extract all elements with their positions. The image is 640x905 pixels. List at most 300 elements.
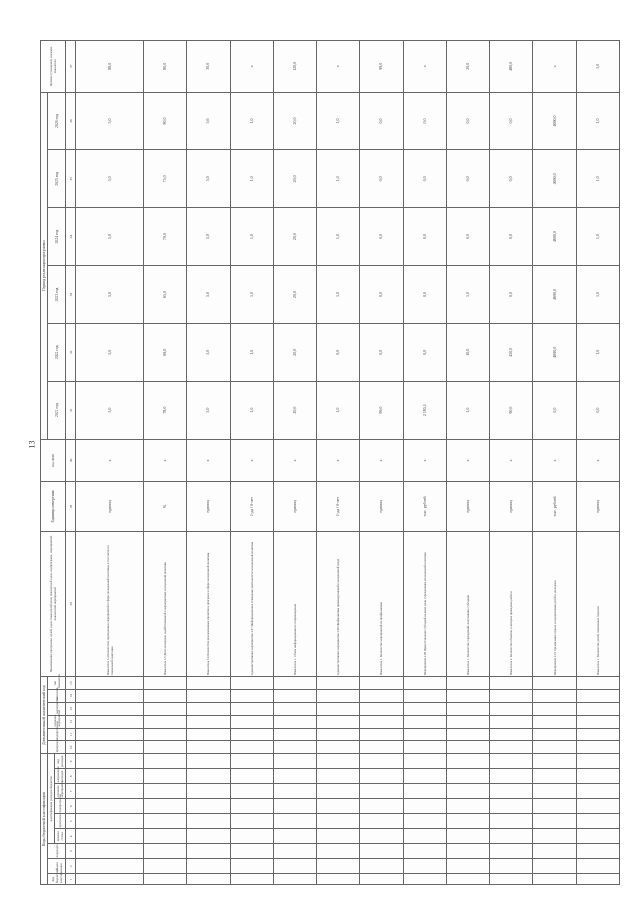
code-cell xyxy=(490,859,533,874)
row-year-value: 75,0 xyxy=(144,150,187,208)
header-year-2026: 2026 год xyxy=(48,92,66,150)
code-cell xyxy=(360,754,403,769)
page-number: 13 xyxy=(27,440,37,449)
code-cell xyxy=(490,677,533,690)
code-cell xyxy=(490,829,533,844)
code-cell xyxy=(576,754,619,769)
code-cell xyxy=(317,741,360,754)
table-row xyxy=(576,41,619,885)
code-cell xyxy=(576,814,619,829)
code-cell xyxy=(317,859,360,874)
code-cell xyxy=(273,859,316,874)
code-cell xyxy=(317,799,360,814)
column-number: 34 xyxy=(66,208,76,266)
code-cell xyxy=(576,702,619,715)
code-cell xyxy=(360,715,403,728)
header-col-8: направление расходов xyxy=(56,766,64,783)
code-cell xyxy=(144,741,187,754)
row-year-value: 0,0 xyxy=(403,208,446,266)
row-year-value: 1,0 xyxy=(446,266,489,324)
code-cell xyxy=(490,690,533,703)
code-cell xyxy=(144,702,187,715)
row-name: Показатель 3.5 Доля молодежи, задействованной в мероприятиях молодежной политики xyxy=(144,531,187,677)
code-cell xyxy=(446,690,489,703)
row-unit: 1-да / 0-нет xyxy=(317,482,360,531)
column-number: 12 xyxy=(66,715,76,728)
header-name: Наименование программы, целей, задач, показателей цели, показателей задач, подпрограмм, мероприятий, показателей мероприятий xyxy=(41,531,66,677)
code-cell xyxy=(187,702,230,715)
column-number: 30 xyxy=(66,439,76,482)
code-cell xyxy=(360,874,403,885)
code-cell xyxy=(490,874,533,885)
code-cell xyxy=(403,874,446,885)
code-cell xyxy=(446,874,489,885)
code-cell xyxy=(576,829,619,844)
column-number: 36 xyxy=(66,92,76,150)
code-cell xyxy=(446,754,489,769)
code-cell xyxy=(144,769,187,784)
header-col-a3: основное мероприятие xyxy=(48,715,66,728)
code-cell xyxy=(317,784,360,799)
code-cell xyxy=(76,728,144,741)
row-kbk: х xyxy=(76,439,144,482)
header-col-a6: тип показателя xyxy=(48,677,66,690)
header-col-5: программа xyxy=(55,814,66,829)
code-cell xyxy=(533,728,576,741)
code-cell xyxy=(187,728,230,741)
code-cell xyxy=(144,728,187,741)
code-cell xyxy=(273,741,316,754)
code-cell xyxy=(446,702,489,715)
row-year-value: 78,0 xyxy=(144,381,187,439)
code-cell xyxy=(273,874,316,885)
row-year-value: 1,0 xyxy=(317,92,360,150)
code-cell xyxy=(317,690,360,703)
code-cell xyxy=(230,784,273,799)
code-cell xyxy=(187,859,230,874)
table-row xyxy=(187,41,230,885)
code-cell xyxy=(576,844,619,859)
code-cell xyxy=(187,874,230,885)
row-year-value: 0,0 xyxy=(446,150,489,208)
code-cell xyxy=(230,702,273,715)
row-year-value: 0,0 xyxy=(360,208,403,266)
code-cell xyxy=(360,741,403,754)
column-number: 37 xyxy=(66,41,76,93)
code-cell xyxy=(230,829,273,844)
code-cell xyxy=(576,799,619,814)
row-year-value: 99,0 xyxy=(360,381,403,439)
row-kbk: х xyxy=(187,439,230,482)
row-unit: единиц xyxy=(187,482,230,531)
header-year-2021: 2021 год xyxy=(48,381,66,439)
code-cell xyxy=(533,769,576,784)
code-cell xyxy=(533,829,576,844)
header-col-a4: мероприятие xyxy=(48,702,66,715)
table-row xyxy=(360,41,403,885)
code-cell xyxy=(273,844,316,859)
code-cell xyxy=(360,690,403,703)
column-number: 2 xyxy=(66,859,76,874)
code-cell xyxy=(317,728,360,741)
code-cell xyxy=(576,728,619,741)
code-cell xyxy=(360,844,403,859)
code-cell xyxy=(403,814,446,829)
row-year-value: 5,0 xyxy=(76,208,144,266)
row-total: х xyxy=(317,41,360,93)
code-cell xyxy=(187,677,230,690)
row-year-value: 10,0 xyxy=(446,323,489,381)
row-unit: единиц xyxy=(360,482,403,531)
row-unit: тыс. рублей xyxy=(533,482,576,531)
code-cell xyxy=(273,769,316,784)
code-cell xyxy=(403,690,446,703)
row-name: Административное мероприятие 2.08 Профилактика правонарушений в молодежной среде xyxy=(317,531,360,677)
row-year-value: 20,0 xyxy=(273,150,316,208)
code-cell xyxy=(446,844,489,859)
row-year-value: 5,6 xyxy=(187,92,230,150)
code-cell xyxy=(533,874,576,885)
header-expense-classification: классификации расходов бюджетов xyxy=(48,754,55,844)
code-cell xyxy=(144,784,187,799)
code-cell xyxy=(76,769,144,784)
row-year-value: 4690,0 xyxy=(533,266,576,324)
row-kbk: х xyxy=(533,439,576,482)
row-kbk: х xyxy=(490,439,533,482)
code-cell xyxy=(490,715,533,728)
header-analytic-code: Дополнительный аналитический код xyxy=(41,677,48,754)
code-cell xyxy=(490,702,533,715)
code-cell xyxy=(446,829,489,844)
code-cell xyxy=(317,814,360,829)
code-cell xyxy=(446,741,489,754)
code-cell xyxy=(403,769,446,784)
code-cell xyxy=(446,814,489,829)
header-budget-codes: Коды бюджетной классификации xyxy=(41,754,48,885)
row-year-value: 69,0 xyxy=(144,323,187,381)
code-cell xyxy=(76,754,144,769)
code-cell xyxy=(230,690,273,703)
row-year-value: 4690,0 xyxy=(533,323,576,381)
row-year-value: 4690,0 xyxy=(533,208,576,266)
code-cell xyxy=(187,769,230,784)
code-cell xyxy=(76,814,144,829)
code-cell xyxy=(317,769,360,784)
header-col-7: основное мероприятие xyxy=(56,780,64,798)
code-cell xyxy=(317,829,360,844)
code-cell xyxy=(360,728,403,741)
row-total: 5,0 xyxy=(576,41,619,93)
column-number: 31 xyxy=(66,381,76,439)
column-number: 32 xyxy=(66,323,76,381)
row-year-value: 20,0 xyxy=(273,381,316,439)
code-cell xyxy=(144,844,187,859)
code-cell xyxy=(576,677,619,690)
code-cell xyxy=(187,690,230,703)
row-year-value: 0,0 xyxy=(403,150,446,208)
row-kbk: х xyxy=(576,439,619,482)
code-cell xyxy=(490,814,533,829)
row-kbk: х xyxy=(446,439,489,482)
table-row xyxy=(490,41,533,885)
row-year-value: 5,0 xyxy=(76,266,144,324)
row-year-value: 1,0 xyxy=(576,208,619,266)
header-col-a1: программа xyxy=(48,741,66,754)
row-total: 88,0 xyxy=(76,41,144,93)
row-name: Показатель 1. Объем информационного сопровождения xyxy=(273,531,316,677)
code-cell xyxy=(76,859,144,874)
column-number: 33 xyxy=(66,266,76,324)
row-year-value: 0,0 xyxy=(490,266,533,324)
row-kbk: х xyxy=(360,439,403,482)
row-year-value: 20,0 xyxy=(273,323,316,381)
row-name: Мероприятие 2.10 Организация отдыха и оздоровления детей и молодежи xyxy=(533,531,576,677)
code-cell xyxy=(446,784,489,799)
code-cell xyxy=(446,799,489,814)
code-cell xyxy=(230,754,273,769)
row-year-value: 0,0 xyxy=(317,323,360,381)
code-cell xyxy=(144,715,187,728)
row-unit: единиц xyxy=(446,482,489,531)
table-row xyxy=(144,41,187,885)
code-cell xyxy=(230,859,273,874)
column-number: 10 xyxy=(66,741,76,754)
row-year-value: 5,0 xyxy=(187,323,230,381)
code-cell xyxy=(533,715,576,728)
row-year-value: 1,0 xyxy=(230,381,273,439)
row-kbk: х xyxy=(403,439,446,482)
code-cell xyxy=(187,814,230,829)
code-cell xyxy=(360,829,403,844)
row-year-value: 1,0 xyxy=(230,92,273,150)
code-cell xyxy=(76,799,144,814)
row-year-value: 1,0 xyxy=(576,323,619,381)
column-number: 14 xyxy=(66,690,76,703)
column-number: 5 xyxy=(66,814,76,829)
column-number: 15 xyxy=(66,677,76,690)
column-number: 29 xyxy=(66,482,76,531)
code-cell xyxy=(76,702,144,715)
code-cell xyxy=(273,728,316,741)
code-cell xyxy=(230,741,273,754)
code-cell xyxy=(230,677,273,690)
code-cell xyxy=(403,741,446,754)
code-cell xyxy=(273,784,316,799)
row-year-value: 5,0 xyxy=(76,92,144,150)
code-cell xyxy=(273,715,316,728)
row-year-value: 5,0 xyxy=(187,208,230,266)
header-col-a2: подпрограмма xyxy=(48,728,66,741)
code-cell xyxy=(360,859,403,874)
code-cell xyxy=(76,784,144,799)
row-year-value: 0,0 xyxy=(490,208,533,266)
row-total: 80,0 xyxy=(144,41,187,93)
row-year-value: 0,0 xyxy=(403,323,446,381)
header-period: Период реализации программы xyxy=(41,92,48,439)
code-cell xyxy=(533,754,576,769)
code-cell xyxy=(403,799,446,814)
row-name: Показатель 1. Количество мероприятий по профилактике xyxy=(360,531,403,677)
row-year-value: 5,0 xyxy=(76,323,144,381)
column-number: 4 xyxy=(66,829,76,844)
row-year-value: 1,0 xyxy=(230,150,273,208)
code-cell xyxy=(76,874,144,885)
code-cell xyxy=(76,690,144,703)
header-unit: Единица измерения xyxy=(41,482,66,531)
row-kbk: х xyxy=(144,439,187,482)
row-total: 99,0 xyxy=(360,41,403,93)
header-col-4: целевая статья xyxy=(55,829,66,844)
column-number: 8 xyxy=(66,769,76,784)
code-cell xyxy=(403,829,446,844)
column-number: 9 xyxy=(66,754,76,769)
header-col-1: Код бюджетной классификации xyxy=(48,874,66,885)
header-kbk: Код ЦКРБ xyxy=(41,439,66,482)
row-year-value: 1,0 xyxy=(317,381,360,439)
code-cell xyxy=(273,814,316,829)
row-year-value: 20,0 xyxy=(273,266,316,324)
column-number: 11 xyxy=(66,728,76,741)
row-unit: единиц xyxy=(76,482,144,531)
code-cell xyxy=(576,769,619,784)
row-name: Административное мероприятие 3.07 Информационное освещение деятельности молодежной политики xyxy=(230,531,273,677)
table-row xyxy=(273,41,316,885)
scanned-page xyxy=(40,40,620,885)
code-cell xyxy=(490,799,533,814)
row-year-value: 0,0 xyxy=(446,208,489,266)
code-cell xyxy=(403,677,446,690)
header-col-3: подраздел xyxy=(48,844,66,859)
row-year-value: 20,0 xyxy=(273,92,316,150)
header-col-2: раздел xyxy=(48,859,66,874)
column-number: 7 xyxy=(66,784,76,799)
code-cell xyxy=(317,702,360,715)
code-cell xyxy=(230,728,273,741)
code-cell xyxy=(490,769,533,784)
code-cell xyxy=(187,715,230,728)
code-cell xyxy=(360,702,403,715)
row-year-value: 90,0 xyxy=(490,381,533,439)
code-cell xyxy=(317,715,360,728)
code-cell xyxy=(490,844,533,859)
row-name: Показатель 2. Количество объектов, в которых проведены работы xyxy=(490,531,533,677)
row-year-value: 5,0 xyxy=(76,381,144,439)
header-col-6: подпрограмма xyxy=(55,799,66,814)
row-year-value: 0,0 xyxy=(403,92,446,150)
row-year-value: 5,0 xyxy=(187,266,230,324)
row-year-value: 0,0 xyxy=(446,92,489,150)
code-cell xyxy=(533,859,576,874)
row-year-value: 0,0 xyxy=(360,92,403,150)
row-total: 120,0 xyxy=(273,41,316,93)
column-number: 28 xyxy=(66,531,76,677)
row-year-value: 65,0 xyxy=(144,266,187,324)
code-cell xyxy=(403,728,446,741)
code-cell xyxy=(76,741,144,754)
code-cell xyxy=(187,754,230,769)
code-cell xyxy=(76,829,144,844)
code-cell xyxy=(576,715,619,728)
code-cell xyxy=(576,690,619,703)
row-total: 30,0 xyxy=(187,41,230,93)
row-year-value: 0,0 xyxy=(360,266,403,324)
table-row xyxy=(446,41,489,885)
row-kbk: х xyxy=(230,439,273,482)
code-cell xyxy=(187,784,230,799)
code-cell xyxy=(490,741,533,754)
row-kbk: х xyxy=(317,439,360,482)
row-total: 480,0 xyxy=(490,41,533,93)
row-year-value: 1,0 xyxy=(317,208,360,266)
code-cell xyxy=(446,677,489,690)
code-cell xyxy=(144,690,187,703)
table-row xyxy=(533,41,576,885)
row-year-value: 1,0 xyxy=(317,150,360,208)
code-cell xyxy=(317,874,360,885)
row-year-value: 5,0 xyxy=(187,381,230,439)
code-cell xyxy=(576,784,619,799)
row-unit: единиц xyxy=(273,482,316,531)
row-total: х xyxy=(403,41,446,93)
row-year-value: 0,0 xyxy=(576,381,619,439)
row-year-value: 1,0 xyxy=(576,150,619,208)
column-number: 35 xyxy=(66,150,76,208)
code-cell xyxy=(533,690,576,703)
code-cell xyxy=(187,844,230,859)
row-year-value: 5,0 xyxy=(187,150,230,208)
header-col-9: вид расходов xyxy=(56,755,64,768)
code-cell xyxy=(144,874,187,885)
code-cell xyxy=(230,814,273,829)
code-cell xyxy=(446,769,489,784)
column-number: 13 xyxy=(66,702,76,715)
code-cell xyxy=(317,844,360,859)
rotated-table-container xyxy=(40,40,620,885)
code-cell xyxy=(403,715,446,728)
code-cell xyxy=(230,844,273,859)
row-year-value: 70,0 xyxy=(144,208,187,266)
code-cell xyxy=(273,690,316,703)
row-name: Мероприятие 2.09 Предоставление субсидий на иные цели учреждениям молодежной политики xyxy=(403,531,446,677)
table-row xyxy=(403,41,446,885)
code-cell xyxy=(490,784,533,799)
code-cell xyxy=(273,702,316,715)
code-cell xyxy=(576,874,619,885)
row-year-value: 1,0 xyxy=(576,266,619,324)
code-cell xyxy=(273,829,316,844)
code-cell xyxy=(533,702,576,715)
code-cell xyxy=(76,844,144,859)
code-cell xyxy=(187,829,230,844)
code-cell xyxy=(403,844,446,859)
code-cell xyxy=(187,741,230,754)
row-unit: тыс. рублей xyxy=(403,482,446,531)
code-cell xyxy=(230,769,273,784)
code-cell xyxy=(403,784,446,799)
code-cell xyxy=(446,715,489,728)
table-body xyxy=(76,41,620,885)
row-year-value: 5,0 xyxy=(76,150,144,208)
code-cell xyxy=(490,754,533,769)
table-row xyxy=(76,41,144,885)
row-unit: единиц xyxy=(576,482,619,531)
row-unit: единиц xyxy=(490,482,533,531)
code-cell xyxy=(76,715,144,728)
row-year-value: 1,0 xyxy=(230,266,273,324)
code-cell xyxy=(144,799,187,814)
code-cell xyxy=(230,874,273,885)
code-cell xyxy=(360,799,403,814)
